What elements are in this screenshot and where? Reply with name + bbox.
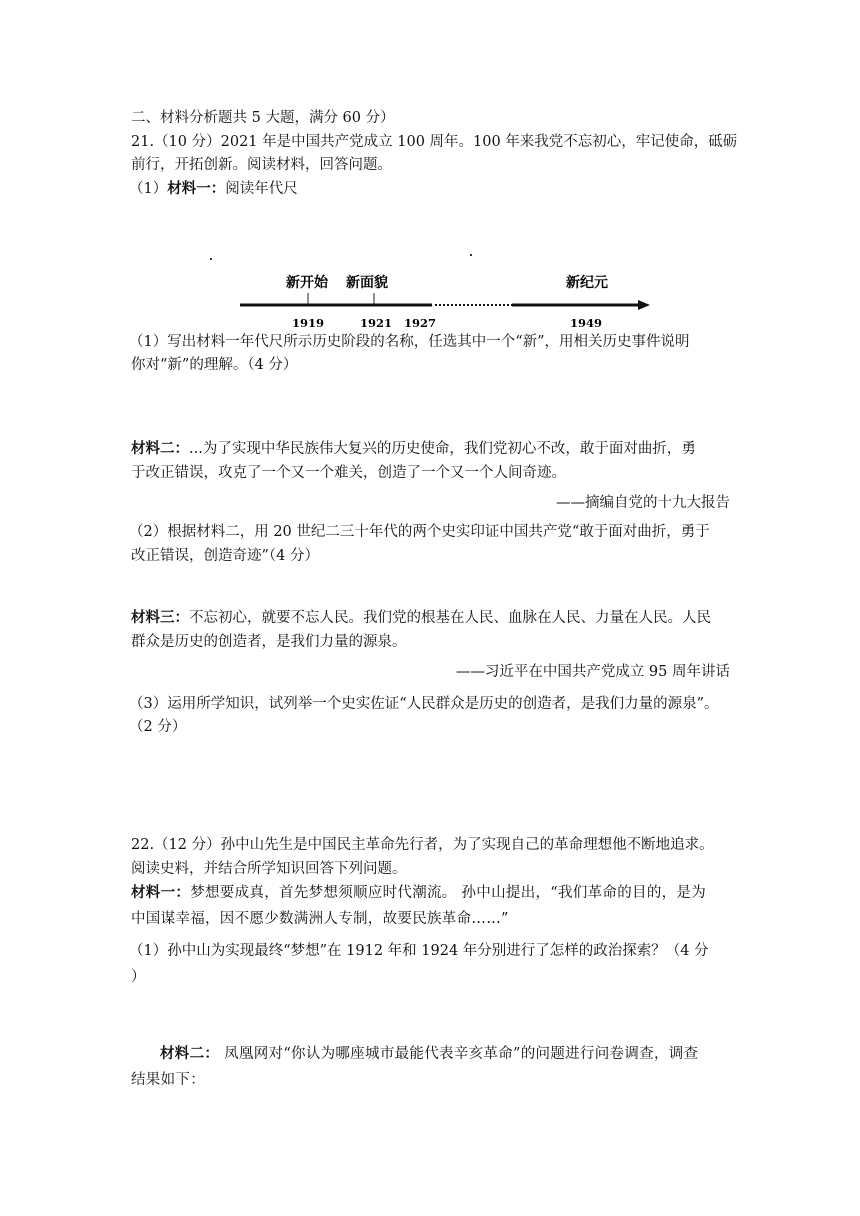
- q22-material1-label: 材料一：: [131, 884, 191, 901]
- timeline-label-new-start: 新开始: [286, 275, 328, 291]
- q21-stem-line2: 前行，开拓创新。阅读材料，回答问题。: [131, 157, 392, 173]
- scan-speck: [210, 258, 212, 260]
- q21-sub1-line2: 你对“新”的理解。（4 分）: [131, 357, 298, 373]
- timeline-year-1921: 1921: [359, 316, 393, 330]
- q22-material1-line1: [131, 883, 706, 903]
- q21-material1-heading: [129, 179, 298, 199]
- q22-material2-label: 材料二：: [160, 1045, 220, 1062]
- q21-sub2-line1: （2）根据材料二，用 20 世纪二三十年代的两个史实印证中国共产党“敢于面对曲折，勇于: [129, 524, 710, 540]
- timeline-label-new-era: 新纪元: [566, 275, 608, 291]
- q22-stem-line2: 阅读史料，并结合所学知识回答下列问题。: [131, 861, 407, 877]
- q21-material3-text1: 不忘初心，就要不忘人民。我们党的根基在人民、血脉在人民、力量在人民。人民: [189, 610, 711, 626]
- q21-material3-source: ——习近平在中国共产党成立 95 周年讲话: [455, 664, 730, 680]
- q22-material1-text1: 梦想要成真，首先梦想须顺应时代潮流。 孙中山提出，“我们革命的目的，是为: [190, 885, 707, 901]
- q21-material1-prefix: （1）: [129, 181, 168, 197]
- q21-material3-line2: 群众是历史的创造者，是我们力量的源泉。: [131, 634, 407, 650]
- timeline-year-1927: 1927: [403, 316, 437, 330]
- q21-material2-source: ——摘编自党的十九大报告: [556, 495, 730, 511]
- q22-material2-line2: 结果如下：: [131, 1072, 205, 1088]
- q21-material3-line1: [131, 608, 711, 628]
- q21-sub2-line2: 改正错误，创造奇迹”（4 分）: [131, 548, 319, 564]
- timeline-year-1949: 1949: [569, 316, 603, 330]
- q21-material1-label: 材料一：: [167, 180, 226, 197]
- timeline-arrowhead: [638, 300, 650, 310]
- q21-sub1-line1: （1）写出材料一年代尺所示历史阶段的名称，任选其中一个“新”，用相关历史事件说明: [129, 334, 690, 350]
- timeline-year-1919: 1919: [291, 316, 325, 330]
- q21-material2-line2: 于改正错误，攻克了一个又一个难关，创造了一个又一个人间奇迹。: [131, 465, 566, 481]
- q21-stem-line1: 21.（10 分）2021 年是中国共产党成立 100 周年。100 年来我党不忘初心，牢记使命，砥砺: [131, 134, 738, 150]
- scan-speck: [470, 254, 472, 256]
- timeline-figure: [230, 262, 660, 332]
- q21-material1-text: 阅读年代尺: [225, 181, 298, 197]
- q22-stem-line1: 22.（12 分）孙中山先生是中国民主革命先行者，为了实现自己的革命理想他不断地追求。: [131, 837, 714, 853]
- section-header: 二、材料分析题共 5 大题，满分 60 分）: [131, 110, 395, 126]
- q22-material2-text1: 凤凰网对“你认为哪座城市最能代表辛亥革命”的问题进行问卷调查，调查: [224, 1046, 699, 1062]
- q21-material2-text1: ...为了实现中华民族伟大复兴的历史使命，我们党初心不改，敢于面对曲折，勇: [189, 441, 696, 457]
- q22-sub1-line1: （1）孙中山为实现最终“梦想”在 1912 年和 1924 年分别进行了怎样的政治探索？（4 分: [129, 943, 709, 959]
- q21-sub3-line2: （2 分）: [129, 719, 187, 735]
- q21-material2-label: 材料二：: [131, 440, 189, 457]
- timeline-label-new-look: 新面貌: [346, 275, 388, 291]
- q22-material2-line1: [160, 1044, 698, 1064]
- q21-sub3-line1: （3）运用所学知识，试列举一个史实佐证“人民群众是历史的创造者，是我们力量的源泉”。: [129, 696, 719, 712]
- q21-material2-line1: [131, 439, 696, 459]
- q22-sub1-line2: ）: [131, 969, 146, 985]
- q22-material1-line2: 中国谋幸福，因不愿少数满洲人专制，故要民族革命……”: [131, 911, 509, 927]
- q21-material3-label: 材料三：: [131, 609, 189, 626]
